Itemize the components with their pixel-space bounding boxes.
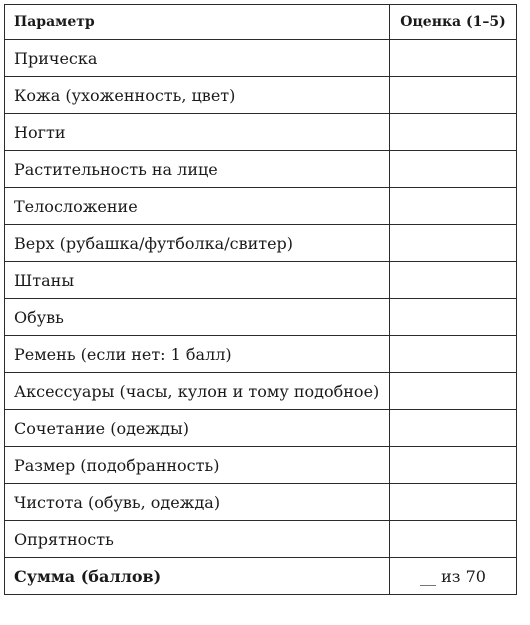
table-row xyxy=(5,447,517,484)
score-cell xyxy=(390,299,517,336)
table-row xyxy=(5,484,517,521)
score-cell xyxy=(390,410,517,447)
table-row xyxy=(5,521,517,558)
total-label: Сумма (баллов) xyxy=(5,558,390,595)
parameter-cell: Прическа xyxy=(5,40,390,77)
score-cell xyxy=(390,188,517,225)
parameter-cell: Ногти xyxy=(5,114,390,151)
table-header-row xyxy=(5,5,517,40)
total-row xyxy=(5,558,517,595)
score-cell xyxy=(390,77,517,114)
score-cell xyxy=(390,114,517,151)
table-row xyxy=(5,77,517,114)
parameter-cell: Сочетание (одежды) xyxy=(5,410,390,447)
table-row xyxy=(5,410,517,447)
parameter-cell: Чистота (обувь, одежда) xyxy=(5,484,390,521)
table-row xyxy=(5,225,517,262)
table-row xyxy=(5,151,517,188)
table-row xyxy=(5,373,517,410)
parameter-cell: Верх (рубашка/футболка/свитер) xyxy=(5,225,390,262)
table-row xyxy=(5,114,517,151)
parameter-cell: Кожа (ухоженность, цвет) xyxy=(5,77,390,114)
appearance-score-table xyxy=(4,4,517,595)
table-row xyxy=(5,262,517,299)
parameter-cell: Телосложение xyxy=(5,188,390,225)
table-row xyxy=(5,336,517,373)
score-cell xyxy=(390,151,517,188)
table-row xyxy=(5,299,517,336)
score-cell xyxy=(390,484,517,521)
score-cell xyxy=(390,262,517,299)
score-cell xyxy=(390,225,517,262)
table-row xyxy=(5,40,517,77)
score-cell xyxy=(390,336,517,373)
parameter-cell: Опрятность xyxy=(5,521,390,558)
parameter-cell: Обувь xyxy=(5,299,390,336)
parameter-cell: Размер (подобранность) xyxy=(5,447,390,484)
table-row xyxy=(5,188,517,225)
parameter-cell: Штаны xyxy=(5,262,390,299)
parameter-cell: Ремень (если нет: 1 балл) xyxy=(5,336,390,373)
score-cell xyxy=(390,447,517,484)
score-column-header: Оценка (1–5) xyxy=(390,5,517,40)
total-value: __ из 70 xyxy=(390,558,517,595)
parameter-cell: Растительность на лице xyxy=(5,151,390,188)
parameter-cell: Аксессуары (часы, кулон и тому подобное) xyxy=(5,373,390,410)
score-cell xyxy=(390,521,517,558)
parameter-column-header: Параметр xyxy=(5,5,390,40)
score-cell xyxy=(390,40,517,77)
score-cell xyxy=(390,373,517,410)
